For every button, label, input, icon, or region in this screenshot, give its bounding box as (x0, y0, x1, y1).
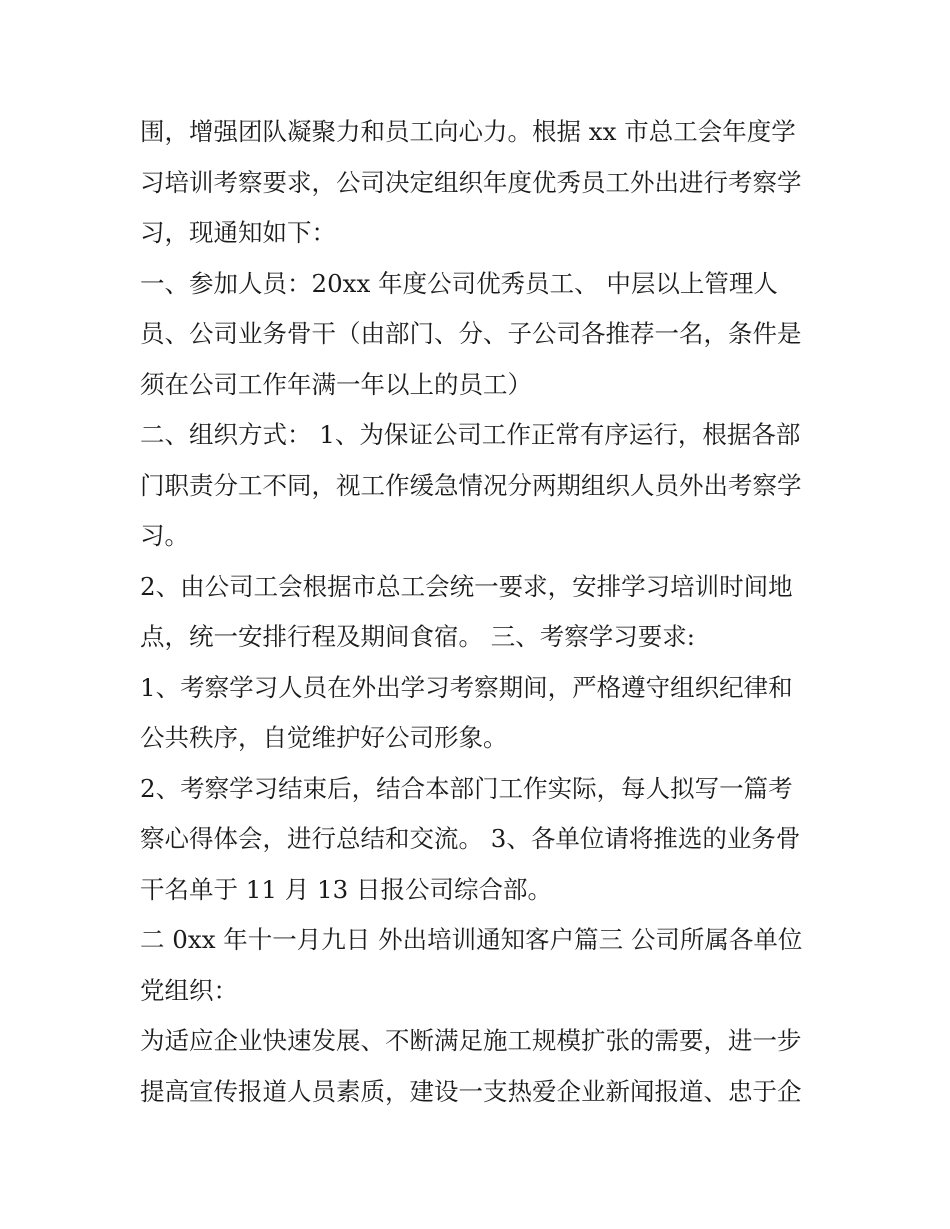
paragraph-line-20: 提高宣传报道人员素质，建设一支热爱企业新闻报道、忠于企 (140, 1076, 802, 1106)
paragraph-line-2: 习培训考察要求，公司决定组织年度优秀员工外出进行考察学 (140, 167, 802, 197)
paragraph-line-6: 须在公司工作年满一年以上的员工） (140, 369, 532, 399)
paragraph-line-9: 习。 (140, 521, 189, 550)
paragraph-line-8: 门职责分工不同，视工作缓急情况分两期组织人员外出考察学 (140, 470, 802, 500)
paragraph-line-14: 2、考察学习结束后，结合本部门工作实际，每人拟写一篇考 (140, 773, 793, 803)
paragraph-line-10: 2、由公司工会根据市总工会统一要求，安排学习培训时间地 (140, 571, 793, 601)
paragraph-line-15: 察心得体会，进行总结和交流。 3、各单位请将推选的业务骨 (140, 824, 801, 853)
paragraph-line-18: 党组织： (140, 975, 238, 1005)
paragraph-line-17: 二 0xx 年十一月九日 外出培训通知客户篇三 公司所属各单位 (140, 925, 803, 954)
paragraph-line-3: 习，现通知如下： (140, 218, 336, 247)
document-body (140, 107, 820, 1117)
paragraph-line-13: 公共秩序，自觉维护好公司形象。 (140, 723, 508, 752)
paragraph-line-16: 干名单于 11 月 13 日报公司综合部。 (140, 874, 553, 904)
paragraph-line-12: 1、考察学习人员在外出学习考察期间，严格遵守组织纪律和 (140, 672, 793, 702)
paragraph-line-1: 围，增强团队凝聚力和员工向心力。根据 xx 市总工会年度学 (140, 117, 796, 146)
paragraph-line-7: 二、组织方式： 1、为保证公司工作正常有序运行，根据各部 (140, 420, 801, 449)
paragraph-line-5: 员、公司业务骨干（由部门、分、子公司各推荐一名，条件是 (140, 319, 802, 348)
paragraph-line-4: 一、参加人员：20xx 年度公司优秀员工、 中层以上管理人 (140, 268, 778, 298)
paragraph-line-11: 点，统一安排行程及期间食宿。 三、考察学习要求: (140, 622, 696, 651)
paragraph-line-19: 为适应企业快速发展、不断满足施工规模扩张的需要，进一步 (140, 1026, 802, 1055)
